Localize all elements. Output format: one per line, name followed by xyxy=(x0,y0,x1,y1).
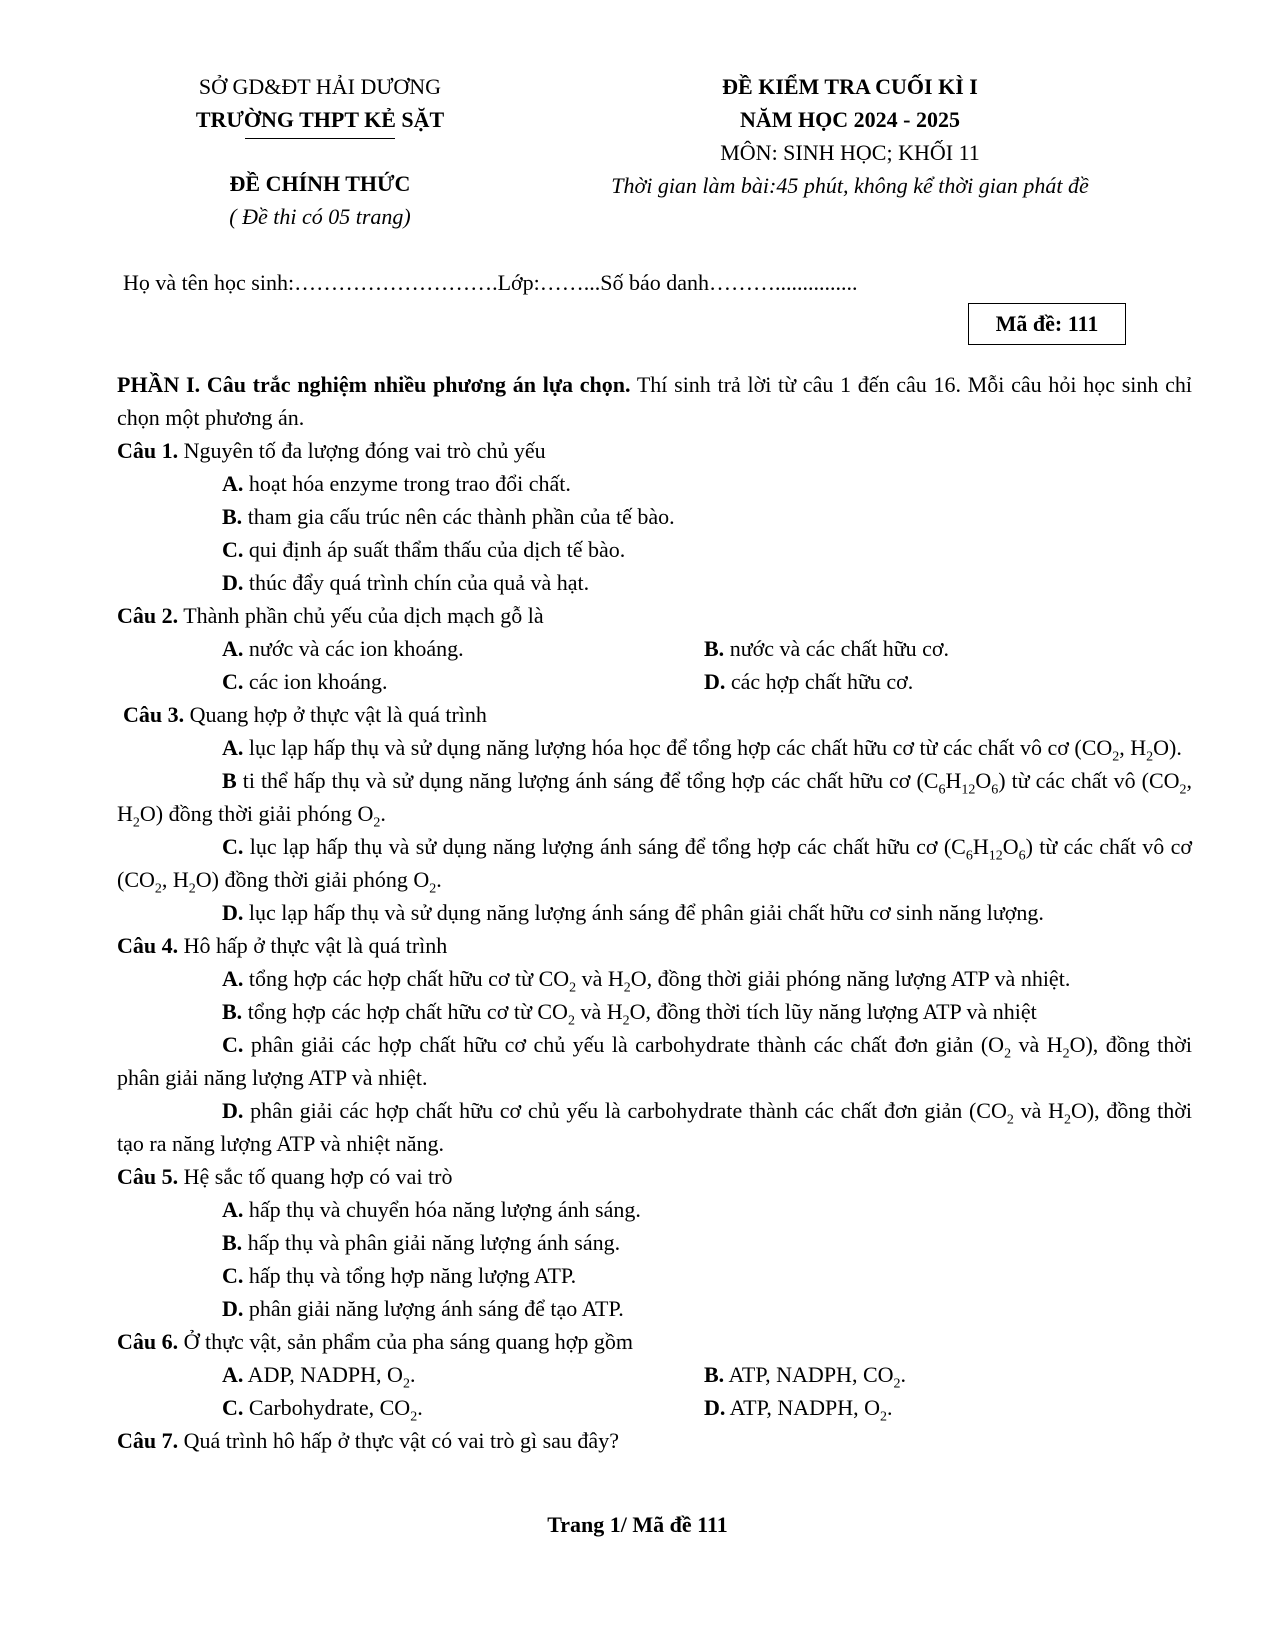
option-1b xyxy=(222,500,1192,533)
option-text: nước và các ion khoáng. xyxy=(243,636,464,661)
option-letter: D. xyxy=(704,669,726,694)
question-number: Câu 5. xyxy=(117,1164,179,1189)
option-1a xyxy=(222,467,1192,500)
option-text: tham gia cấu trúc nên các thành phần của tế bào. xyxy=(242,504,675,529)
option-letter: D. xyxy=(222,1296,244,1321)
option-text: lục lạp hấp thụ và sử dụng năng lượng ánh sáng để phân giải chất hữu cơ sinh năng lượng. xyxy=(243,900,1044,925)
question-number: Câu 7. xyxy=(117,1428,179,1453)
option-text: . xyxy=(417,1395,423,1420)
option-text: phân giải năng lượng ánh sáng để tạo ATP. xyxy=(243,1296,624,1321)
option-4a xyxy=(222,962,1192,995)
subscript: 2 xyxy=(188,881,196,897)
option-text: , H xyxy=(117,768,1193,826)
question-text: Ở thực vật, sản phẩm của pha sáng quang hợp gồm xyxy=(178,1329,634,1354)
option-letter: A. xyxy=(222,636,244,661)
question-text: Hệ sắc tố quang hợp có vai trò xyxy=(178,1164,453,1189)
option-text: lục lạp hấp thụ và sử dụng năng lượng hóa học để tổng hợp các chất hữu cơ từ các chất vô cơ (CO xyxy=(243,735,1113,760)
subscript: 2 xyxy=(154,881,162,897)
subscript: 2 xyxy=(893,1376,901,1392)
options-row-6ab xyxy=(222,1358,1192,1391)
option-text: . xyxy=(887,1395,893,1420)
option-3c xyxy=(117,830,1192,896)
subscript: 2 xyxy=(623,980,631,996)
section-instruction: Thí sinh trả lời từ câu 1 đến câu 16. Mỗi câu hỏi học sinh chỉ chọn một phương án. xyxy=(117,372,1193,430)
option-4c xyxy=(117,1028,1192,1094)
header-divider xyxy=(245,138,395,139)
option-text: O) đồng thời giải phóng O xyxy=(139,801,374,826)
question-number: Câu 2. xyxy=(117,603,179,628)
option-letter: A. xyxy=(222,1197,244,1222)
student-name-label: Họ và tên học sinh:……………………… xyxy=(123,270,493,295)
option-text: O xyxy=(975,768,992,793)
option-text: O xyxy=(1002,834,1019,859)
option-letter: C. xyxy=(222,669,244,694)
option-1d xyxy=(222,566,1192,599)
option-text: , H xyxy=(161,867,189,892)
option-5c xyxy=(222,1259,1192,1292)
subscript: 2 xyxy=(1062,1046,1070,1062)
option-letter: D. xyxy=(704,1395,726,1420)
option-text: O). xyxy=(1153,735,1182,760)
option-text: O, đồng thời giải phóng năng lượng ATP và nhiệt. xyxy=(630,966,1071,991)
question-number: Câu 3. xyxy=(123,702,185,727)
option-4d xyxy=(117,1094,1192,1160)
subscript: 2 xyxy=(569,980,577,996)
class-label: .Lớp:……... xyxy=(492,270,601,295)
option-text: O, đồng thời tích lũy năng lượng ATP và nhiệt xyxy=(629,999,1037,1024)
option-6b xyxy=(704,1358,906,1391)
option-text: hấp thụ và chuyển hóa năng lượng ánh sáng. xyxy=(243,1197,641,1222)
option-text: O) đồng thời giải phóng O xyxy=(195,867,430,892)
question-7 xyxy=(117,1424,1192,1457)
option-6a xyxy=(222,1358,704,1391)
option-5a xyxy=(222,1193,1192,1226)
option-text: ) từ các chất vô (CO xyxy=(998,768,1180,793)
student-id-label: Số báo danh………............... xyxy=(600,270,858,295)
option-letter: C. xyxy=(222,1395,244,1420)
option-text: và H xyxy=(1013,1098,1064,1123)
question-text: Hô hấp ở thực vật là quá trình xyxy=(178,933,448,958)
option-text: tổng hợp các hợp chất hữu cơ từ CO xyxy=(242,999,568,1024)
option-5d xyxy=(222,1292,1192,1325)
option-1c xyxy=(222,533,1192,566)
option-5b xyxy=(222,1226,1192,1259)
option-text: hấp thụ và phân giải năng lượng ánh sáng. xyxy=(242,1230,621,1255)
option-letter: D. xyxy=(222,900,244,925)
question-5 xyxy=(117,1160,1192,1193)
option-3d xyxy=(222,896,1192,929)
question-text: Thành phần chủ yếu của dịch mạch gỗ là xyxy=(178,603,544,628)
question-number: Câu 1. xyxy=(117,438,179,463)
school-year: NĂM HỌC 2024 - 2025 xyxy=(740,107,960,132)
option-text: H xyxy=(972,834,989,859)
question-text: Quang hợp ở thực vật là quá trình xyxy=(184,702,487,727)
option-text: và H xyxy=(576,966,624,991)
option-letter: B. xyxy=(222,999,243,1024)
subscript: 12 xyxy=(988,848,1003,864)
option-letter: A. xyxy=(222,1362,244,1387)
option-letter: B. xyxy=(222,1230,243,1255)
subscript: 2 xyxy=(132,815,140,831)
exam-title: ĐỀ KIỂM TRA CUỐI KÌ I xyxy=(722,74,978,99)
subscript: 2 xyxy=(880,1409,888,1425)
option-4b xyxy=(222,995,1192,1028)
subscript: 2 xyxy=(410,1409,418,1425)
exam-code-box: Mã đề: 111 xyxy=(968,303,1126,345)
subscript: 6 xyxy=(965,848,973,864)
question-1 xyxy=(117,434,1192,467)
option-text: phân giải các hợp chất hữu cơ chủ yếu là carbohydrate thành các chất đơn giản (O xyxy=(243,1032,1005,1057)
option-text: phân giải các hợp chất hữu cơ chủ yếu là carbohydrate thành các chất đơn giản (CO xyxy=(243,1098,1007,1123)
option-text: ) từ các chất vô cơ (CO xyxy=(117,834,1192,892)
official-label: ĐỀ CHÍNH THỨC xyxy=(229,171,411,196)
option-text: , H xyxy=(1119,735,1147,760)
option-text: . xyxy=(900,1362,907,1387)
pages-note: ( Đề thi có 05 trang) xyxy=(229,204,411,229)
subscript: 2 xyxy=(402,1376,410,1392)
option-letter: C. xyxy=(222,1032,244,1057)
header-left xyxy=(140,70,500,233)
option-text: hoạt hóa enzyme trong trao đổi chất. xyxy=(243,471,571,496)
question-3 xyxy=(117,698,1192,731)
question-text: Quá trình hô hấp ở thực vật có vai trò gì sau đây? xyxy=(178,1428,619,1453)
option-2d xyxy=(704,665,913,698)
subscript: 2 xyxy=(622,1013,630,1029)
option-letter: B. xyxy=(704,1362,725,1387)
option-text: và H xyxy=(1011,1032,1063,1057)
subscript: 2 xyxy=(429,881,437,897)
option-2c xyxy=(222,665,704,698)
option-text: thúc đẩy quá trình chín của quả và hạt. xyxy=(243,570,590,595)
option-letter: A. xyxy=(222,966,244,991)
question-text: Nguyên tố đa lượng đóng vai trò chủ yếu xyxy=(178,438,546,463)
option-text: lục lạp hấp thụ và sử dụng năng lượng ánh sáng để tổng hợp các chất hữu cơ (C xyxy=(243,834,966,859)
option-6c xyxy=(222,1391,704,1424)
option-letter: D. xyxy=(222,1098,244,1123)
question-6 xyxy=(117,1325,1192,1358)
section-title: PHẦN I. Câu trắc nghiệm nhiều phương án lựa chọn. xyxy=(117,372,631,397)
question-2 xyxy=(117,599,1192,632)
option-text: ATP, NADPH, O xyxy=(725,1395,881,1420)
question-number: Câu 4. xyxy=(117,933,179,958)
section-heading xyxy=(117,368,1192,434)
subscript: 2 xyxy=(1179,782,1187,798)
subscript: 6 xyxy=(1018,848,1026,864)
option-letter: B. xyxy=(704,636,725,661)
option-letter: C. xyxy=(222,537,244,562)
school-name: TRƯỜNG THPT KẺ SẶT xyxy=(195,107,445,132)
subscript: 2 xyxy=(1004,1046,1012,1062)
options-row-6cd xyxy=(222,1391,1192,1424)
option-6d xyxy=(704,1391,893,1424)
option-letter: A. xyxy=(222,471,244,496)
subscript: 2 xyxy=(1006,1112,1014,1128)
option-text: H xyxy=(945,768,962,793)
student-info-line xyxy=(123,270,858,296)
subscript: 2 xyxy=(373,815,381,831)
option-text: và H xyxy=(574,999,623,1024)
option-text: O), đồng thời tạo ra năng lượng ATP và nhiệt năng. xyxy=(117,1098,1192,1156)
option-text: ADP, NADPH, O xyxy=(243,1362,403,1387)
option-letter: D. xyxy=(222,570,244,595)
subscript: 2 xyxy=(1146,749,1154,765)
option-text: các hợp chất hữu cơ. xyxy=(725,669,914,694)
subject-line: MÔN: SINH HỌC; KHỐI 11 xyxy=(720,140,980,165)
subscript: 2 xyxy=(567,1013,575,1029)
department-name: SỞ GD&ĐT HẢI DƯƠNG xyxy=(198,74,442,99)
subscript: 12 xyxy=(961,782,976,798)
option-text: ti thể hấp thụ và sử dụng năng lượng ánh sáng để tổng hợp các chất hữu cơ (C xyxy=(236,768,939,793)
option-text: nước và các chất hữu cơ. xyxy=(724,636,950,661)
option-3b xyxy=(117,764,1192,830)
options-row-2ab xyxy=(222,632,1192,665)
option-text: các ion khoáng. xyxy=(243,669,388,694)
option-letter: B xyxy=(222,768,237,793)
question-4 xyxy=(117,929,1192,962)
option-text: Carbohydrate, CO xyxy=(243,1395,411,1420)
option-text: O), đồng thời phân giải năng lượng ATP và nhiệt. xyxy=(117,1032,1193,1090)
subscript: 2 xyxy=(1063,1112,1071,1128)
page-footer: Trang 1/ Mã đề 111 xyxy=(547,1512,728,1537)
option-text: . xyxy=(409,1362,416,1387)
option-text: tổng hợp các hợp chất hữu cơ từ CO xyxy=(243,966,570,991)
subscript: 6 xyxy=(991,782,999,798)
header-right xyxy=(540,70,1160,202)
time-note: Thời gian làm bài:45 phút, không kể thời gian phát đề xyxy=(611,173,1089,198)
exam-content xyxy=(117,368,1192,1457)
option-2b xyxy=(704,632,949,665)
option-letter: A. xyxy=(222,735,244,760)
option-text: hấp thụ và tổng hợp năng lượng ATP. xyxy=(243,1263,577,1288)
option-2a xyxy=(222,632,704,665)
subscript: 2 xyxy=(1112,749,1120,765)
option-text: ATP, NADPH, CO xyxy=(724,1362,894,1387)
option-letter: C. xyxy=(222,1263,244,1288)
option-text: . xyxy=(436,867,442,892)
question-number: Câu 6. xyxy=(117,1329,179,1354)
option-letter: C. xyxy=(222,834,244,859)
subscript: 6 xyxy=(938,782,946,798)
option-letter: B. xyxy=(222,504,243,529)
option-text: qui định áp suất thẩm thấu của dịch tế bào. xyxy=(243,537,626,562)
option-3a xyxy=(117,731,1192,764)
options-row-2cd xyxy=(222,665,1192,698)
option-text: . xyxy=(380,801,386,826)
